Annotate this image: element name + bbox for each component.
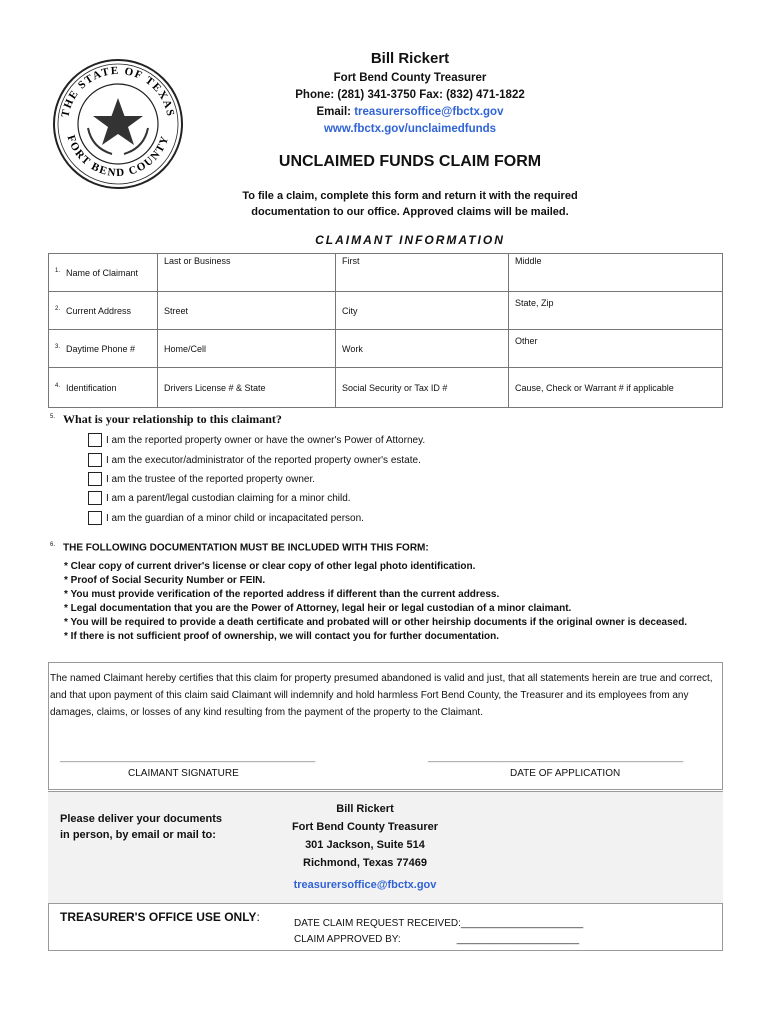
checkbox[interactable] — [88, 472, 102, 486]
other-phone-field[interactable]: Other — [509, 330, 723, 368]
table-row — [49, 292, 723, 330]
claimant-signature-line[interactable]: ___________________________________________________ — [60, 752, 316, 762]
claim-approved-row: CLAIM APPROVED BY: ______________________ — [294, 934, 580, 945]
documentation-list — [64, 560, 687, 644]
delivery-email-link[interactable]: treasurersoffice@fbctx.gov — [293, 879, 437, 891]
email-label: Email: — [316, 106, 355, 118]
certification-text: The named Claimant hereby certifies that this claim for property presumed abandoned is valid and just, that all statements herein are true and correct, and that upon payment of this claim said Claimant will indemnify and hold harmless Fort Bend County, the Treasurer and its employees from any damages, claims, or losses of any kind resulting from the payment of the property to the Claimant. — [50, 673, 713, 718]
list-item: * You must provide verification of the reported address if different than the current address. — [64, 589, 500, 600]
middle-name-field[interactable]: Middle — [509, 254, 723, 292]
list-item: * You will be required to provide a death certificate and probated will or other heirship documents if the original owner is deceased. — [64, 617, 688, 628]
table-row — [49, 330, 723, 368]
city-field[interactable]: City — [336, 292, 509, 330]
table-row — [49, 254, 723, 292]
mailing-address: Bill Rickert Fort Bend County Treasurer 301 Jackson, Suite 514 Richmond, Texas 77469 — [291, 803, 439, 869]
section-title: CLAIMANT INFORMATION — [315, 233, 505, 247]
delivery-instructions: Please deliver your documents in person, by email or mail to: — [60, 813, 223, 841]
county-seal — [52, 58, 184, 190]
home-cell-field[interactable]: Home/Cell — [158, 330, 336, 368]
last-name-field[interactable]: Last or Business — [158, 254, 336, 292]
office-use-label: TREASURER'S OFFICE USE ONLY: — [60, 910, 260, 924]
approved-by-line[interactable]: ______________________ — [456, 934, 580, 945]
checkbox[interactable] — [88, 433, 102, 447]
date-received-line[interactable]: ______________________ — [460, 918, 584, 929]
star-icon — [93, 98, 143, 145]
first-name-field[interactable]: First — [336, 254, 509, 292]
relationship-option[interactable]: I am the trustee of the reported property owner. — [88, 472, 315, 486]
date-application-label: DATE OF APPLICATION — [510, 768, 621, 779]
svg-text:FORT BEND COUNTY — [65, 134, 172, 180]
relationship-option[interactable]: I am the executor/administrator of the reported property owner's estate. — [88, 453, 421, 467]
seal-bottom-text: FORT BEND COUNTY — [64, 133, 172, 180]
seal-top-text: THE STATE OF TEXAS — [59, 64, 177, 119]
relationship-option[interactable]: I am the guardian of a minor child or incapacitated person. — [88, 511, 364, 525]
phone-fax: Phone: (281) 341-3750 Fax: (832) 471-1822 — [295, 89, 525, 101]
documentation-heading: $^{6.}$ THE FOLLOWING DOCUMENTATION MUST BE INCLUDED WITH THIS FORM: — [50, 542, 429, 554]
claimant-signature-label: CLAIMANT SIGNATURE — [128, 768, 239, 779]
instructions: To file a claim, complete this form and return it with the required documentation to our office. Approved claims will be mailed. — [242, 190, 578, 218]
treasurer-name: Bill Rickert — [370, 50, 450, 67]
form-title: UNCLAIMED FUNDS CLAIM FORM — [278, 153, 542, 170]
list-item: * Clear copy of current driver's license or clear copy of other legal photo identification. — [64, 561, 476, 572]
list-item: * Legal documentation that you are the Power of Attorney, legal heir or legal custodian of a minor claimant. — [64, 603, 572, 614]
checkbox[interactable] — [88, 491, 102, 505]
relationship-question: $^{5.}$ What is your relationship to this claimant? — [50, 412, 282, 426]
checkbox[interactable] — [88, 453, 102, 467]
state-zip-field[interactable]: State, Zip — [509, 292, 723, 330]
relationship-option[interactable]: I am a parent/legal custodian claiming for a minor child. — [88, 491, 351, 505]
row-label: $^{3.}$ Daytime Phone # — [49, 330, 158, 368]
ssn-field[interactable]: Social Security or Tax ID # — [336, 368, 509, 408]
work-phone-field[interactable]: Work — [336, 330, 509, 368]
drivers-license-field[interactable]: Drivers License # & State — [158, 368, 336, 408]
date-received-row: DATE CLAIM REQUEST RECEIVED:______________________ — [294, 918, 584, 929]
row-label: $^{1.}$ Name of Claimant — [49, 254, 158, 292]
row-label: $^{4.}$ Identification — [49, 368, 158, 408]
warrant-field[interactable]: Cause, Check or Warrant # if applicable — [509, 368, 723, 408]
street-field[interactable]: Street — [158, 292, 336, 330]
office-name: Fort Bend County Treasurer — [333, 72, 487, 84]
website-link[interactable]: www.fbctx.gov/unclaimedfunds — [323, 123, 497, 135]
claimant-info-table — [48, 253, 723, 408]
row-label: $^{2.}$ Current Address — [49, 292, 158, 330]
list-item: * If there is not sufficient proof of ownership, we will contact you for further documentation. — [64, 631, 500, 642]
checkbox[interactable] — [88, 511, 102, 525]
email-line — [230, 106, 590, 118]
relationship-option[interactable]: I am the reported property owner or have the owner's Power of Attorney. — [88, 433, 425, 447]
table-row — [49, 368, 723, 408]
email-link[interactable]: treasurersoffice@fbctx.gov — [354, 106, 504, 118]
date-application-line[interactable]: ___________________________________________________ — [428, 752, 684, 762]
list-item: * Proof of Social Security Number or FEIN. — [64, 575, 266, 586]
